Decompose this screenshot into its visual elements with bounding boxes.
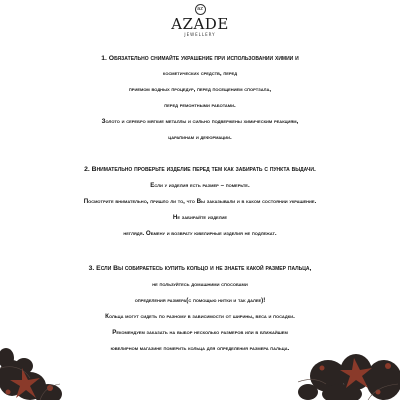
- section-1-line-6: царапинам и деформации.: [168, 134, 232, 141]
- section-1-line-4: перед ремонтными работами.: [164, 102, 236, 109]
- section-1-line-1: 1. Обязательно снимайте украшение при использовании химии и: [101, 55, 299, 62]
- floral-corner-icon: [0, 338, 70, 400]
- section-2-line-3: Посмотрите внимательно, пришло ли то, что Вы заказывали и в каком состоянии украшение.: [83, 198, 317, 205]
- brand-name: AZADE: [171, 15, 229, 33]
- brand-logo: [0, 4, 400, 37]
- section-3-line-4: Кольца могут сидеть по разному в зависимости от ширины, веса и посадки.: [105, 313, 295, 320]
- az-monogram-icon: az: [195, 4, 206, 15]
- section-2-line-2: Если у изделия есть размер – померьте.: [150, 182, 250, 189]
- section-3-line-2: не пользуйтесь домашними способами: [152, 281, 248, 288]
- section-2-line-5: неглядя. Обмену и возврату ювелирные изделия не подлежат.: [123, 230, 277, 237]
- section-1-line-5: Золото и серебро мягкие металлы и сильно подвержены химическим реакциям,: [101, 118, 299, 125]
- section-2-line-1: 2. Внимательно проверьте изделие перед тем как забирать с пункта выдачи.: [84, 166, 316, 173]
- floral-corner-icon: [298, 346, 400, 400]
- section-1-line-3: приемом водных процедур, перед посещением спортзала,: [128, 86, 272, 93]
- section-2-line-4: Не забирайте изделие: [172, 214, 228, 221]
- section-3-line-3: определения размера(с помощью нитки и так далее)!: [134, 297, 266, 304]
- brand-subtitle: JEWELLERY: [184, 32, 216, 37]
- section-3-line-1: 3. Если Вы собираетесь купить кольцо и не знаете какой размер пальца,: [88, 265, 312, 272]
- section-1-line-2: косметических средств, перед: [162, 70, 238, 77]
- section-3-line-6: ювелирном магазине померить кольца для определения размера пальца.: [110, 345, 290, 352]
- section-3-line-5: Рекомендуем заказать на выбор несколько размеров или в ближайшем: [112, 329, 288, 336]
